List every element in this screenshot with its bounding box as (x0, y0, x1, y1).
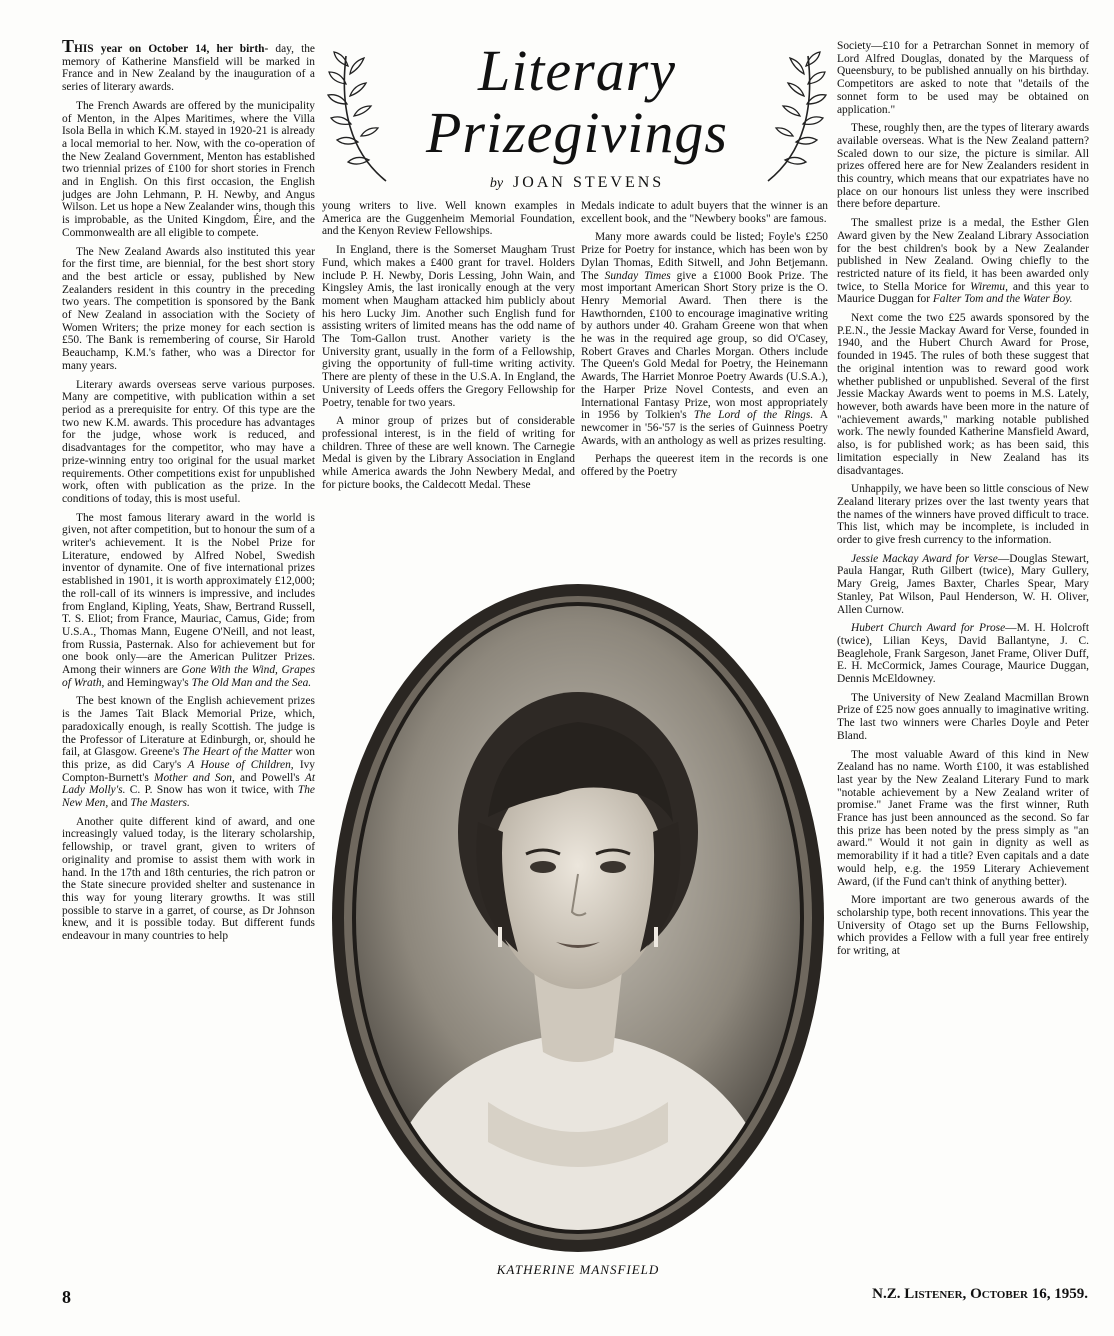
paragraph: young writers to live. Well known examples in America are the Guggenheim Memorial Foundation, and the Kenyon Review Fellowships. (322, 200, 575, 238)
paragraph-text: The smallest prize is a medal, the Esther Glen Award given by the New Zealand Library Association for the best children's book by a New Zealander published in New Zealand. Owing chiefly to the restricted nature of its field, it has been awarded only twice, to Stella Morice for (837, 217, 1089, 293)
lead-in: HIS year on October 14, her birth- (74, 43, 269, 55)
article-column-3 (581, 200, 828, 485)
book-title: The Heart of the Matter (182, 746, 293, 759)
paragraph-text: The most famous literary award in the world is given, not after competition, but to honour the sum of a writer's achievement. It is the Nobel Prize for Literature, endowed by Alfred Nobel, Swedish inventor of dynamite. One of five international prizes established in 1901, it is worth approximately £12,000; the roll-call of its winners is impressive, and includes from England, Kipling, Yeats, Shaw, Bertrand Russell, T. S. Eliot; from France, Mauriac, Camus, Gide; from U.S.A., Thomas Mann, Eugene O'Neill, and not least, from Russia, Pasternak. Also for achievement but for one book only—are the American Pulitzer Prizes. Among their winners are (62, 511, 315, 677)
paragraph-text: and Powell's (234, 771, 305, 784)
paragraph: Medals indicate to adult buyers that the winner is an excellent book, and the "Newbery books" are famous. (581, 200, 828, 225)
byline-prefix: by (489, 176, 504, 191)
book-title: Mother and Son, (154, 771, 235, 784)
paragraph: Perhaps the queerest item in the records is one offered by the Poetry (581, 453, 828, 479)
article-column-2 (322, 200, 575, 497)
paragraph-text: —M. H. Holcroft (twice), Lilian Keys, David Ballantyne, J. C. Beaglehole, Frank Sargeson, Janet Frame, Oliver Duff, E. H. McCormick, James Courage, Maurice Duggan, Dennis McEldowney. (837, 622, 1089, 686)
paragraph-text: —Douglas Stewart, Paula Hangar, Ruth Gilbert (twice), Mary Gullery, Mary Greig, James Baxter, Charles Spear, Mary Stanley, Pat Wilson, Paul Henderson, W. H. Oliver, Allen Curnow. (837, 552, 1089, 616)
book-title: A House of Children, (187, 758, 294, 771)
book-title: Wiremu, (970, 280, 1008, 293)
book-title: At Lady Molly's. (62, 771, 315, 797)
book-title: Gone With the Wind, Grapes of Wrath, (62, 664, 315, 689)
paragraph-text: and this year to Maurice Duggan for (837, 280, 1089, 306)
paragraph (837, 217, 1089, 306)
paragraph: A minor group of prizes but of considerable professional interest, is in the field of writing for children. Three of these are well known. The Carnegie Medal is given by the Library Association in England while America awards the John Newbery Medal, and for picture books, the Caldecott Medal. These (322, 415, 575, 491)
drop-cap: T (62, 36, 75, 56)
paragraph: Literary awards overseas serve various purposes. Many are competitive, with publication within a set period as a prerequisite for entry. Of this type are the two new K.M. awards. This procedure has advantages for the judge, whose work is reduced, and disadvantages for the competitor, who may have a prize-winning entry too original for the usual market requirements. Other competitions exist for unpublished work, often with publication as the prize. In the conditions of today, this is most useful. (62, 378, 315, 505)
paragraph: The French Awards are offered by the municipality of Menton, in the Alpes Maritimes, where the Villa Isola Bella in which K.M. stayed in 1920-21 is already a local memorial to her. Now, with the co-operation of the New Zealand Government, Menton has established two triennial prizes of £100 for short stories in French and in English. On this first occasion, the English judges are John Lehmann, P. H. Newby, and Angus Wilson. Let us hope a New Zealander wins, though this is improbable, as the United Kingdom, Éire, and the Commonwealth are all eligible to compete. (62, 99, 315, 239)
paragraph-text: The best known of the English achievement prizes is the James Tait Black Memorial Prize, which, paradoxically enough, is really Scottish. The judge is the Professor of Literature at Edinburgh, or, should he fail, at Glasgow. Greene's (62, 695, 315, 759)
paragraph-text: won this prize, as did Cary's (62, 746, 315, 771)
award-name: Jessie Mackay Award for Verse (851, 552, 998, 565)
paragraph: Another quite different kind of award, and one increasingly valued today, is the literary scholarship, fellowship, or travel grant, given to writers of originality and promise to assist them with work in hand. In the 17th and 18th centuries, the rich patron or the State sinecure provided shelter and sustenance in this way for young literary growths. It was still possible to starve in a garret, of course, as Dr Johnson knew, and it is possible today. But different funds endeavour in many countries to help (62, 815, 315, 943)
article-header (326, 36, 828, 196)
title-line-2: Prizegivings (426, 100, 728, 165)
paragraph (62, 695, 315, 809)
laurel-wreath-right-icon (758, 46, 828, 186)
book-title: The Old Man and the Sea. (191, 676, 312, 689)
paragraph-text: and Hemingway's (104, 676, 192, 689)
paragraph-text: Many more awards could be listed; Foyle's £250 Prize for Poetry for instance, which has been won by Dylan Thomas, Edith Sitwell, and John Betjemann. The (581, 231, 828, 282)
paragraph-text: C. P. Snow has won it twice, with (125, 784, 298, 797)
book-title: The Lord of the Rings. (693, 409, 814, 422)
page-number: 8 (62, 1287, 71, 1307)
paragraph-text: day, the memory of Katherine Mansfield will be marked in France and in New Zealand by the inauguration of a series of literary awards. (62, 43, 315, 94)
publication-title: Sunday Times (604, 269, 671, 282)
paragraph: These, roughly then, are the types of literary awards available overseas. What is the New Zealand pattern? Scaled down to our size, the picture is similar. All prizes offered here are for New Zealanders resident in this country, which means that our expatriates have no place on our honours list unless they were inscribed there before departure. (837, 122, 1089, 211)
paragraph: The University of New Zealand Macmillan Brown Prize of £25 now goes annually to imaginative writing. The last two winners were Charles Doyle and Peter Bland. (837, 691, 1089, 742)
paragraph: Unhappily, we have been so little conscious of New Zealand literary prizes over the last twenty years that the names of the winners have proved difficult to trace. This list, which may be incomplete, is included in order to give fresh currency to the information. (837, 483, 1089, 547)
book-title: The Masters. (130, 797, 190, 810)
paragraph (62, 36, 315, 94)
book-title: The New Men, (62, 784, 315, 810)
article-title (376, 40, 778, 164)
paragraph: Next come the two £25 awards sponsored by the P.E.N., the Jessie Mackay Award for Verse, founded in 1940, and the Hubert Church Award for Prose, founded in 1945. The rules of both these suggest that the original intention was to reward good work whether published or unpublished. Several of the first Jessie Mackay Awards went to poems in M.S. Lately, however, both awards have been more in the nature of "achievement awards," marking notable published work. The newly founded Katherine Mansfield Award, also, is for published work; as has been said, this limitation especially in New Zealand has its disadvantages. (837, 312, 1089, 477)
paragraph-text: give a £1000 Book Prize. The most important American Short Story prize is the O. Henry Memorial Award. Then there is the Hawthornden, £100 to encourage imaginative writing by authors under 40. Graham Greene won that when he was in the required age group, so did O'Casey, Robert Graves and Charles Morgan. Others include The Queen's Gold Medal for Poetry, the Heinemann Awards, The Harriet Monroe Poetry Awards (U.S.A.), the Harper Prize Novel Contests, and even an International Fantasy Prize, won most appropriately in 1956 by Tolkien's (581, 269, 828, 422)
title-line-1: Literary (477, 38, 677, 103)
paragraph-text: A newcomer in '56-'57 is the series of Guinness Poetry Awards, with an anthology as well as prizes resulting. (581, 409, 828, 447)
portrait-photo (328, 582, 828, 1254)
paragraph: The New Zealand Awards also instituted this year for the first time, are biennial, for the best short story and the best article or essay, published by New Zealanders resident in this country in the preceding two years. The competition is sponsored by the Bank of New Zealand in association with the Society of Women Writers; the prize money for each section is £50. The Bank is remembering of course, Sir Harold Beauchamp, K.M.'s father, who was a Director for many years. (62, 245, 315, 372)
paragraph (837, 622, 1089, 686)
paragraph (62, 512, 315, 690)
footer-masthead (872, 1286, 1088, 1303)
article-column-4 (837, 40, 1089, 964)
publication-name: N.Z. Listener, (872, 1286, 967, 1302)
paragraph: More important are two generous awards of the scholarship type, both recent innovations. This year the University of Otago set up the Burns Fellowship, which provides a Fellow with a full year free entirely for writing, at (837, 894, 1089, 958)
author-name: JOAN STEVENS (513, 174, 665, 191)
paragraph: Society—£10 for a Petrarchan Sonnet in memory of Lord Alfred Douglas, donated by the Marquess of Queensbury, to be published annually on his birthday. Competitors are asked to note that "details of the sonnet form to be used may be obtained on application." (837, 40, 1089, 116)
photo-caption: KATHERINE MANSFIELD (496, 1262, 660, 1277)
paragraph (581, 231, 828, 447)
paragraph: In England, there is the Somerset Maugham Trust Fund, which makes a £400 grant for travel. Holders include P. H. Newby, Doris Lessing, John Wain, and Kingsley Amis, the last ironically enough at the very moment when Maugham attacked him publicly about his hero Lucky Jim. Another such English fund for assisting writers of limited means has the odd name of The Tom-Gallon trust. Another variety is the University grant, usually in the form of a Fellowship, giving the opportunity of full-time writing activity. There are plenty of these in the U.S.A. In England, the University of Leeds offers the Gregory Fellowship for Poetry, tenable for two years. (322, 244, 575, 409)
byline (326, 174, 828, 192)
paragraph-text: Ivy Compton-Burnett's (62, 758, 315, 784)
article-column-1 (62, 36, 315, 949)
issue-date: October 16, 1959. (970, 1286, 1088, 1302)
book-title: Falter Tom and the Water Boy. (932, 293, 1073, 306)
paragraph: The most valuable Award of this kind in New Zealand has no name. Worth £100, it was established last year by the New Zealand Literary Fund to mark "notable achievement by a New Zealand writer of promise." Janet Frame was the first winner, Ruth France has just been announced as the second. So far this prize has been noted by the press simply as "an award." Would it not gain in dignity as well as memorability if it had a title? Even capitals and a date would help, e.g. the 1959 Literary Achievement Award, (if the Fund can't think of anything better). (837, 748, 1089, 888)
paragraph (837, 553, 1089, 617)
paragraph-text: and (108, 797, 131, 810)
award-name: Hubert Church Award for Prose (851, 622, 1006, 635)
